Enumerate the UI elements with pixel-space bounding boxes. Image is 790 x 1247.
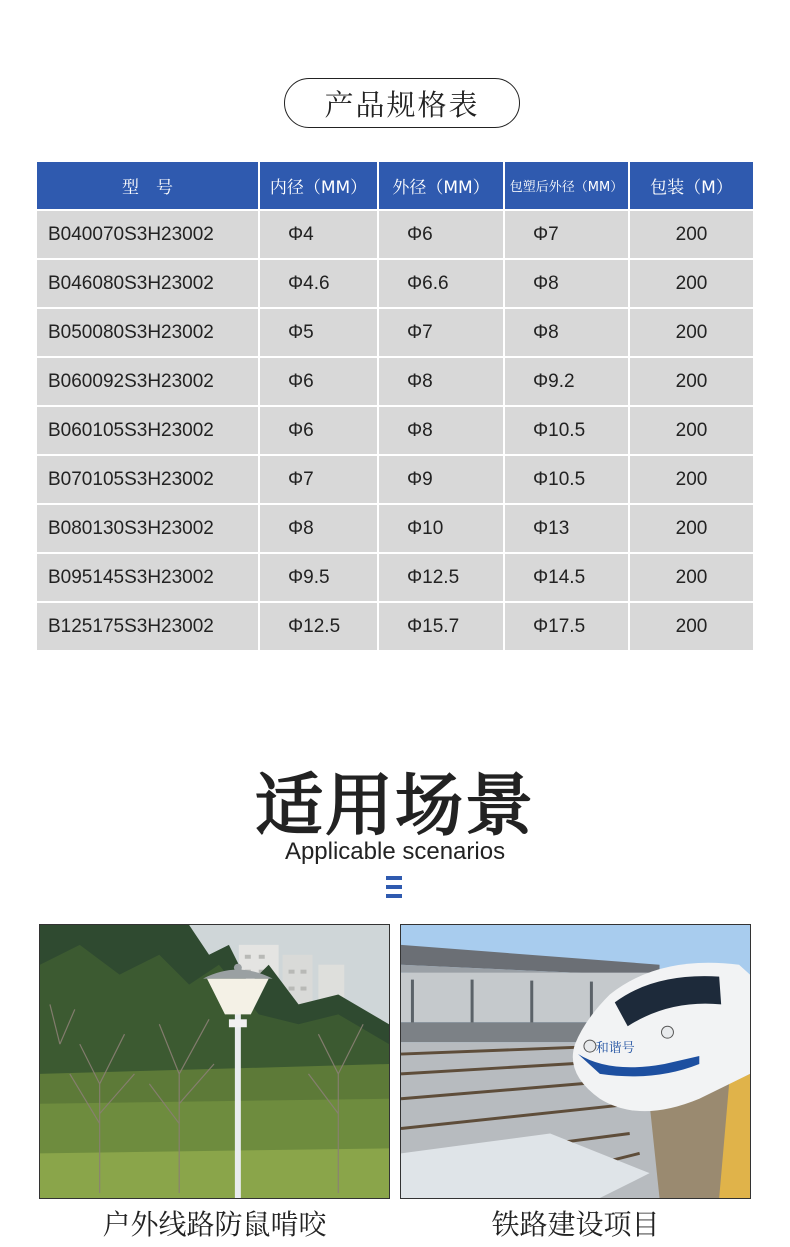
- table-cell: B080130S3H23002: [37, 504, 259, 553]
- train-name-text: 和谐号: [595, 1041, 635, 1057]
- spec-table: [37, 162, 753, 650]
- table-row: [37, 210, 753, 259]
- header-coated-outer-diameter: 包塑后外径（MM）: [504, 162, 629, 210]
- table-row: [37, 553, 753, 602]
- table-cell: Φ9.5: [259, 553, 378, 602]
- table-cell: Φ12.5: [378, 553, 504, 602]
- table-cell: Φ17.5: [504, 602, 629, 650]
- table-row: [37, 308, 753, 357]
- table-cell: 200: [629, 504, 753, 553]
- table-cell: Φ4: [259, 210, 378, 259]
- table-cell: Φ7: [259, 455, 378, 504]
- table-cell: Φ15.7: [378, 602, 504, 650]
- table-cell: Φ8: [504, 259, 629, 308]
- table-cell: Φ8: [378, 406, 504, 455]
- table-cell: B060105S3H23002: [37, 406, 259, 455]
- table-row: [37, 357, 753, 406]
- spec-table-header-row: [37, 162, 753, 210]
- table-row: [37, 504, 753, 553]
- spec-table-title: 产品规格表: [284, 78, 520, 128]
- table-cell: Φ7: [504, 210, 629, 259]
- table-row: [37, 406, 753, 455]
- table-cell: 200: [629, 455, 753, 504]
- table-cell: Φ6: [378, 210, 504, 259]
- table-cell: Φ14.5: [504, 553, 629, 602]
- table-cell: 200: [629, 357, 753, 406]
- table-cell: Φ12.5: [259, 602, 378, 650]
- table-cell: Φ6.6: [378, 259, 504, 308]
- table-cell: Φ13: [504, 504, 629, 553]
- table-cell: Φ9: [378, 455, 504, 504]
- menu-lines-icon: [386, 876, 402, 898]
- table-cell: Φ6: [259, 357, 378, 406]
- header-model: 型 号: [37, 162, 259, 210]
- street-lamp-garden-photo: [39, 924, 390, 1199]
- table-cell: B070105S3H23002: [37, 455, 259, 504]
- table-row: [37, 602, 753, 650]
- table-row: [37, 455, 753, 504]
- table-cell: 200: [629, 602, 753, 650]
- table-cell: B046080S3H23002: [37, 259, 259, 308]
- table-row: [37, 259, 753, 308]
- table-cell: Φ9.2: [504, 357, 629, 406]
- table-cell: 200: [629, 406, 753, 455]
- table-cell: 200: [629, 553, 753, 602]
- table-cell: Φ10: [378, 504, 504, 553]
- table-cell: Φ6: [259, 406, 378, 455]
- table-cell: Φ5: [259, 308, 378, 357]
- table-cell: 200: [629, 308, 753, 357]
- table-cell: Φ7: [378, 308, 504, 357]
- spec-table-body: [37, 210, 753, 650]
- table-cell: B095145S3H23002: [37, 553, 259, 602]
- table-cell: Φ4.6: [259, 259, 378, 308]
- table-cell: B060092S3H23002: [37, 357, 259, 406]
- scene-caption-outdoor: 户外线路防鼠啃咬: [102, 1208, 327, 1241]
- table-cell: Φ8: [378, 357, 504, 406]
- high-speed-train-photo: [400, 924, 751, 1199]
- header-package: 包装（M）: [629, 162, 753, 210]
- table-cell: B125175S3H23002: [37, 602, 259, 650]
- header-inner-diameter: 内径（MM）: [259, 162, 378, 210]
- header-outer-diameter: 外径（MM）: [378, 162, 504, 210]
- scene-caption-railway: 铁路建设项目: [491, 1208, 660, 1241]
- table-cell: B040070S3H23002: [37, 210, 259, 259]
- table-cell: Φ10.5: [504, 406, 629, 455]
- table-cell: B050080S3H23002: [37, 308, 259, 357]
- section-subtitle: Applicable scenarios: [284, 838, 506, 865]
- section-title: 适用场景: [254, 767, 535, 846]
- table-cell: 200: [629, 210, 753, 259]
- table-cell: Φ10.5: [504, 455, 629, 504]
- table-cell: Φ8: [259, 504, 378, 553]
- table-cell: Φ8: [504, 308, 629, 357]
- table-cell: 200: [629, 259, 753, 308]
